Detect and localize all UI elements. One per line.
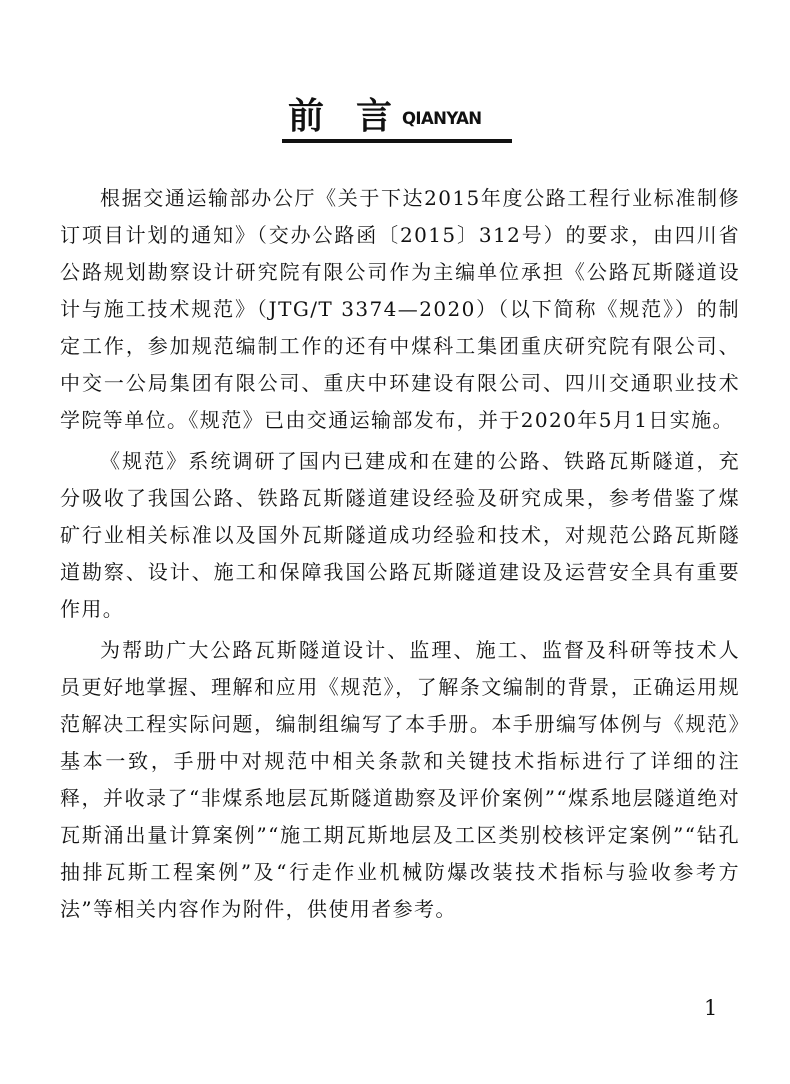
paragraph-2: 《规范》系统调研了国内已建成和在建的公路、铁路瓦斯隧道，充分吸收了我国公路、铁路瓦斯隧道建设经验及研究成果，参考借鉴了煤矿行业相关标准以及国外瓦斯隧道成功经验和技术，对规范公路瓦斯隧道勘察、设计、施工和保障我国公路瓦斯隧道建设及运营安全具有重要作用。 [60, 449, 740, 621]
body-text [60, 180, 740, 932]
section-heading [282, 93, 512, 143]
page-number: 1 [704, 996, 718, 1020]
heading-title-chinese: 前言 [288, 96, 425, 137]
heading-title-pinyin: QIANYAN [402, 109, 482, 128]
paragraph-3: 为帮助广大公路瓦斯隧道设计、监理、施工、监督及科研等技术人员更好地掌握、理解和应用《规范》，了解条文编制的背景，正确运用规范解决工程实际问题，编制组编写了本手册。本手册编写体例与《规范》基本一致，手册中对规范中相关条款和关键技术指标进行了详细的注释，并收录了“非煤系地层瓦斯隧道勘察及评价案例”“煤系地层隧道绝对瓦斯涌出量计算案例”“施工期瓦斯地层及工区类别校核评定案例”“钻孔抽排瓦斯工程案例”及“行走作业机械防爆改装技术指标与验收参考方法”等相关内容作为附件，供使用者参考。 [60, 638, 740, 921]
paragraph-1: 根据交通运输部办公厅《关于下达2015年度公路工程行业标准制修订项目计划的通知》（交办公路函〔2015〕312号）的要求，由四川省公路规划勘察设计研究院有限公司作为主编单位承担《公路瓦斯隧道设计与施工技术规范》（JTG/T 3374—2020）（以下简称《规范》）的制定工作，参加规范编制工作的还有中煤科工集团重庆研究院有限公司、中交一公局集团有限公司、重庆中环建设有限公司、四川交通职业技术学院等单位。《规范》已由交通运输部发布，并于2020年5月1日实施。 [60, 186, 740, 432]
heading-underline [282, 139, 512, 143]
